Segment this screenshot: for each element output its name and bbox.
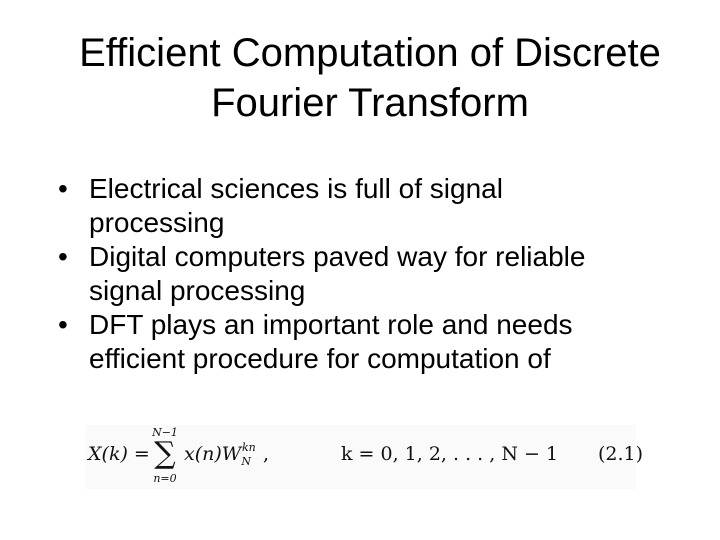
bullet-item: [30, 172, 690, 240]
sum-lower-limit: n=0: [153, 472, 177, 485]
bullet-item: [30, 240, 690, 308]
bullet-marker: •: [58, 241, 68, 272]
bullet-text-line: Electrical sciences is full of signal: [89, 173, 503, 204]
title-line-1: Efficient Computation of Discrete: [79, 31, 661, 75]
formula-lhs: X(k) =: [88, 443, 150, 465]
term-subscript: N: [241, 455, 251, 468]
slide-title: [20, 28, 720, 128]
formula-range: k = 0, 1, 2, . . . , N − 1: [341, 443, 559, 465]
formula-term: [184, 441, 265, 468]
bullet-text-line: Digital computers paved way for reliable: [89, 241, 586, 272]
bullet-text-line: signal processing: [89, 275, 306, 306]
term-superscript: kn: [241, 441, 256, 454]
summation: [150, 425, 180, 489]
title-line-2: Fourier Transform: [211, 81, 529, 125]
bullet-item: [30, 308, 690, 376]
formula-comma: ,: [263, 443, 270, 465]
bullet-marker: •: [58, 309, 68, 340]
bullet-text-line: processing: [89, 207, 225, 238]
bullet-text-line: DFT plays an important role and needs: [89, 309, 573, 340]
dft-formula: [86, 425, 644, 489]
term-main: x(n)W: [184, 443, 242, 465]
sum-upper-limit: N−1: [152, 426, 178, 439]
equation-number: (2.1): [598, 443, 644, 465]
bullet-text-line: efficient procedure for computation of: [89, 343, 551, 374]
sigma-symbol: ∑: [154, 436, 176, 471]
bullet-marker: •: [58, 173, 68, 204]
bullet-list: [30, 172, 690, 376]
